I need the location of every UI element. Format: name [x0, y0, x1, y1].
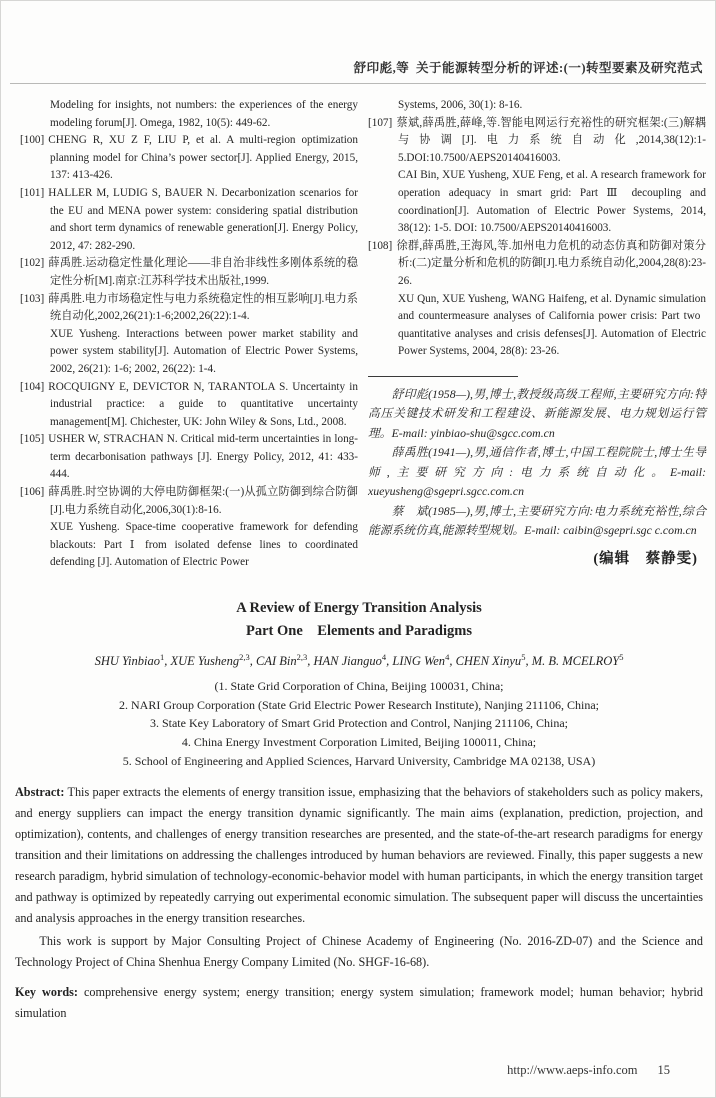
reference-text: XU Qun, XUE Yusheng, WANG Haifeng, et al. Dynamic simulation and countermeasure analyses of California power crisis: Part two quantitative analyses and crisis defenses[J]. Automation of Electric Power Systems, 2004, 28(8): 23-26. [398, 292, 706, 358]
page-number: 15 [657, 1063, 670, 1077]
author-affiliation-superscript: 4 [381, 652, 387, 662]
reference-text: USHER W, STRACHAN N. Critical mid-term uncertainties in long-term decarbonisation pathways [J]. Energy Policy, 2012, 41: 433-444. [48, 433, 358, 481]
author-separator: , [164, 654, 171, 669]
reference-entry [368, 167, 706, 237]
author-affiliation-superscript: 5 [619, 652, 624, 662]
author-affiliation-superscript: 4 [445, 652, 450, 662]
affiliation-line: 2. NARI Group Corporation (State Grid Electric Power Research Institute), Nanjing 211106, China; [118, 697, 599, 712]
reference-entry [20, 326, 358, 379]
page-footer [507, 1063, 670, 1078]
reference-entry [20, 185, 358, 255]
author-name-group [170, 654, 256, 668]
author-separator: , [307, 654, 314, 669]
reference-entry [20, 519, 358, 572]
references-left-column [20, 97, 358, 572]
english-title: A Review of Energy Transition Analysis [236, 600, 482, 616]
author-affiliation-superscript: 2,3 [296, 652, 308, 662]
reference-text: XUE Yusheng. Space-time cooperative framework for defending blackouts: Part Ⅰ from isolated defense lines to coordinated defending [J]. Automation of Electric Power [50, 521, 358, 569]
running-head: 舒印彪,等 关于能源转型分析的评述:(一)转型要素及研究范式 [353, 61, 703, 75]
reference-entry [20, 431, 358, 484]
author-name: LING Wen [392, 654, 446, 669]
abstract-label: Abstract: [15, 785, 65, 800]
english-author-line [15, 652, 703, 669]
english-abstract-section [15, 597, 703, 1024]
author-name: HAN Jianguo [313, 654, 382, 669]
reference-text: Systems, 2006, 30(1): 8-16. [398, 99, 523, 111]
author-name-group [95, 654, 171, 668]
reference-entry [20, 255, 358, 290]
reference-entry [20, 379, 358, 432]
bio-separator-rule [368, 376, 518, 377]
keywords-text: comprehensive energy system; energy transition; energy system simulation; framework model; human behavior; hybrid simulation [15, 985, 703, 1021]
reference-label: [104] [20, 380, 45, 393]
author-name: XUE Yusheng [170, 654, 240, 669]
reference-entry [20, 132, 358, 185]
reference-entry [368, 97, 706, 115]
reference-entry [20, 484, 358, 519]
reference-text: ROCQUIGNY E, DEVICTOR N, TARANTOLA S. Uncertainty in industrial practice: a guide to quantitative uncertainty management[M]. Chichester, UK: John Wiley & Sons, Ltd., 2008. [48, 380, 358, 428]
reference-label: [108] [368, 239, 393, 252]
author-name: CHEN Xinyu [455, 654, 522, 669]
affiliation-line: 5. School of Engineering and Applied Sciences, Harvard University, Cambridge MA 02138, USA) [122, 753, 596, 768]
reference-text: 徐群,薛禹胜,王海风,等.加州电力危机的动态仿真和防御对策分析:(二)定量分析和危机的防御[J].电力系统自动化,2004,28(8):23-26. [396, 239, 706, 287]
author-name: M. B. MCELROY [531, 654, 620, 669]
reference-text: 蔡斌,薛禹胜,薛峰,等.智能电网运行充裕性的研究框架:(三)解耦与协调[J].电力系统自动化,2014,38(12):1-5.DOI:10.7500/AEPS20140416003. [396, 116, 706, 164]
reference-label: [102] [20, 257, 45, 270]
reference-label: [106] [20, 486, 45, 499]
affiliation-line: (1. State Grid Corporation of China, Beijing 100031, China; [214, 679, 504, 694]
author-name-group [532, 654, 624, 668]
author-affiliation-superscript: 1 [159, 652, 165, 662]
reference-text: 薛禹胜.电力市场稳定性与电力系统稳定性的相互影响[J].电力系统自动化,2002,26(21):1-6;2002,26(22):1-4. [48, 292, 358, 323]
author-bio: 薛禹胜(1941—),男,通信作者,博士,中国工程院院士,博士生导师,主要研究方向:电力系统自动化。E-mail: xueyusheng@sgepri.sgcc.com.cn [368, 445, 706, 499]
author-bio: 舒印彪(1958—),男,博士,教授级高级工程师,主要研究方向:特高压关键技术研发和工程建设、新能源发展、电力规划运行管理。E-mail: yinbiao-shu@sgcc.com.cn [368, 386, 706, 440]
reference-label: [100] [20, 134, 45, 147]
reference-label: [107] [368, 116, 393, 129]
author-name-group [313, 654, 392, 668]
header-rule [10, 83, 706, 84]
author-separator: , [525, 654, 532, 669]
author-affiliation-superscript: 2,3 [239, 652, 250, 662]
reference-text: CHENG R, XU Z F, LIU P, et al. A multi-region optimization planning model for China’s power sector[J]. Applied Energy, 2015, 137: 413-426. [48, 134, 358, 182]
reference-entry [20, 291, 358, 326]
author-name: SHU Yinbiao [94, 654, 160, 669]
reference-text: XUE Yusheng. Interactions between power market stability and power system stability[J]. Automation of Electric Power Systems, 2002, 26(21): 1-6; 2002, 26(22): 1-4. [50, 327, 358, 375]
author-bios [368, 385, 706, 541]
author-name-group [456, 654, 532, 668]
reference-label: [101] [20, 186, 45, 199]
author-separator: , [249, 654, 256, 669]
keywords-paragraph [15, 982, 703, 1024]
reference-text: Modeling for insights, not numbers: the experiences of the energy modeling forum[J]. Omega, 1982, 10(5): 449-62. [50, 99, 358, 129]
author-bio: 蔡 斌(1985—),男,博士,主要研究方向:电力系统充裕性,综合能源系统仿真,能源转型规划。E-mail: caibin@sgepri.sgc c.com.cn [368, 503, 706, 538]
abstract-text: This paper extracts the elements of energy transition issue, emphasizing that the behaviors of stakeholders such as policy makers, and energy suppliers can impact the energy transition dynamic significantly. The main aims (explanation, prediction, projection, and optimization), contents, and challenges of energy transition researches are presented, and the state-of-the-art research paradigms for energy transition and their limitations on addressing the challenges introduced by human behaviors are reviewed. Finally, this paper suggests a new research paradigm, hybrid simulation of technology-economic-behavior model with human participants, in which the energy transition target and pathway is optimized by repeatedly carrying out experimental economic simulation. The subsequent paper will discuss the uncertainties and analysis approaches in the energy transition researches. [15, 785, 703, 926]
reference-entry [368, 115, 706, 168]
references-right-column [368, 97, 706, 572]
reference-label: [103] [20, 292, 45, 305]
reference-text: CAI Bin, XUE Yusheng, XUE Feng, et al. A research framework for operation adequacy in smart grid: Part Ⅲ decoupling and coordination[J]. Automation of Electric Power Systems, 2014, 38(12): 1-5. DOI: 10.7500/AEPS20140416003. [398, 169, 706, 235]
references-right-list [368, 97, 706, 361]
reference-entry [20, 97, 358, 132]
author-separator: , [386, 654, 393, 669]
affiliation-list [15, 677, 703, 770]
journal-url: http://www.aeps-info.com [507, 1063, 638, 1077]
author-affiliation-superscript: 5 [521, 652, 526, 662]
keywords-label: Key words: [15, 985, 78, 1000]
funding-paragraph: This work is support by Major Consulting Project of Chinese Academy of Engineering (No. 2016-ZD-07) and the Science and Technology Project of China Shenhua Energy Company Limited (No. SHGF-16-68). [15, 934, 703, 970]
author-separator: , [449, 654, 456, 669]
reference-section [20, 97, 706, 572]
reference-text: 薛禹胜.运动稳定性量化理论——非自治非线性多刚体系统的稳定性分析[M].南京:江苏科学技术出版社,1999. [48, 257, 358, 287]
reference-text: HALLER M, LUDIG S, BAUER N. Decarbonization scenarios for the EU and MENA power system: considering spatial distribution and short term dynamics of renewable generation[J]. Energy Policy, 2012, 47: 282-290. [48, 186, 358, 252]
reference-entry [368, 238, 706, 291]
reference-label: [105] [20, 433, 45, 446]
english-subtitle: Part One Elements and Paradigms [246, 623, 472, 639]
author-name-group [392, 654, 455, 668]
editor-note: (编辑 蔡静雯) [593, 550, 698, 567]
affiliation-line: 4. China Energy Investment Corporation Limited, Beijing 100011, China; [181, 734, 537, 749]
affiliation-line: 3. State Key Laboratory of Smart Grid Protection and Control, Nanjing 211106, China; [149, 716, 569, 731]
reference-entry [368, 291, 706, 361]
abstract-paragraph [15, 782, 703, 929]
author-name: CAI Bin [255, 654, 297, 669]
author-name-group [256, 654, 314, 668]
reference-text: 薛禹胜.时空协调的大停电防御框架:(一)从孤立防御到综合防御[J].电力系统自动化,2006,30(1):8-16. [48, 486, 358, 516]
